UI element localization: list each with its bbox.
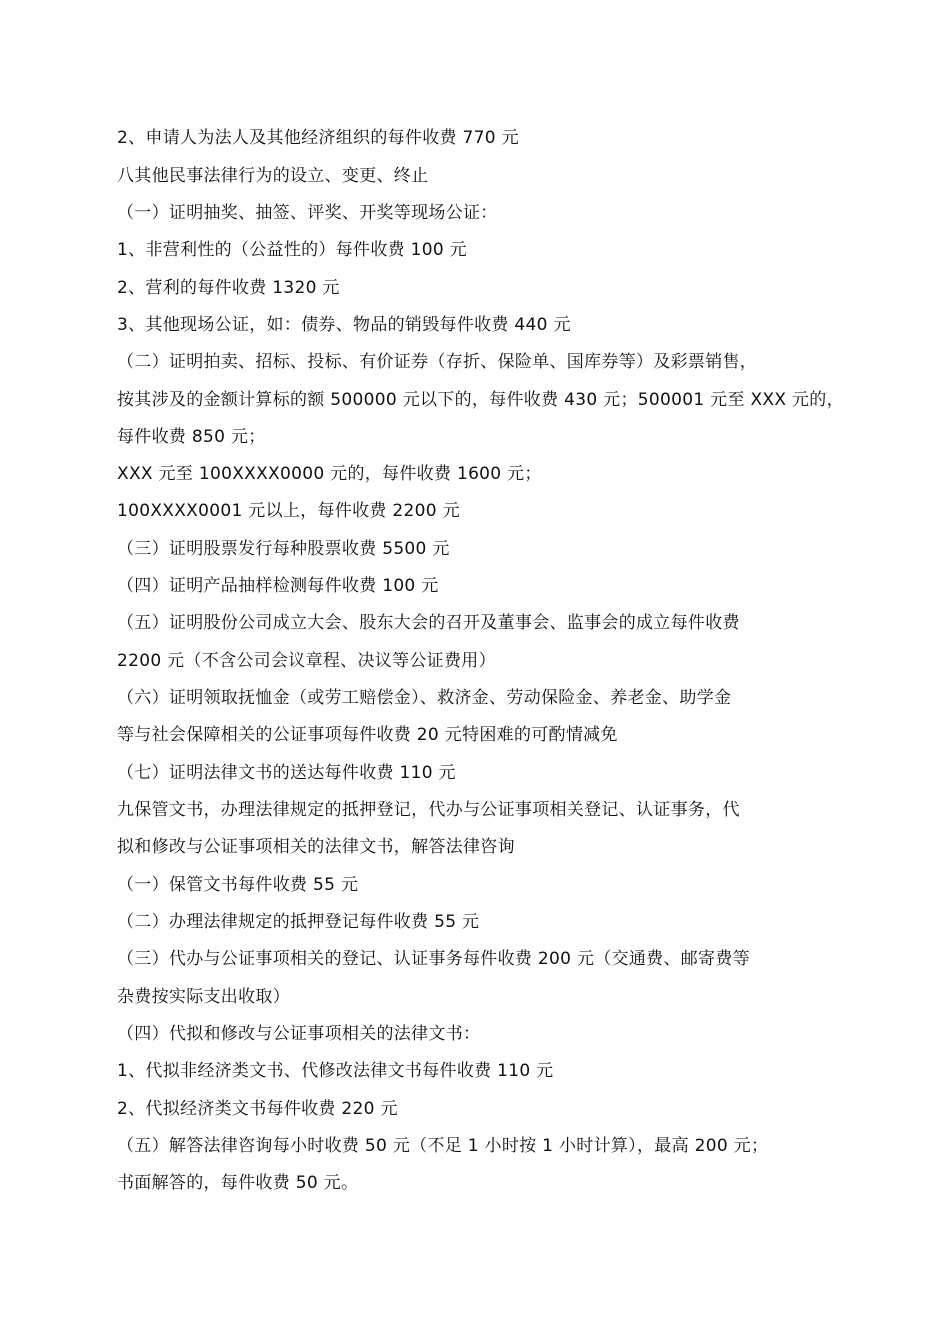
text-line: （二）办理法律规定的抵押登记每件收费 55 元 bbox=[117, 912, 480, 932]
text-line: 八其他民事法律行为的设立、变更、终止 bbox=[117, 166, 429, 186]
text-line: 等与社会保障相关的公证事项每件收费 20 元特困难的可酌情减免 bbox=[117, 725, 618, 745]
text-line: 2200 元（不含公司会议章程、决议等公证费用） bbox=[117, 651, 496, 671]
text-line: 按其涉及的金额计算标的额 500000 元以下的，每件收费 430 元；500001 元至 XXX 元的， bbox=[117, 390, 844, 410]
text-line: 2、代拟经济类文书每件收费 220 元 bbox=[117, 1099, 398, 1119]
text-line: 3、其他现场公证，如：债券、物品的销毁每件收费 440 元 bbox=[117, 315, 571, 335]
text-line: 每件收费 850 元； bbox=[117, 427, 266, 447]
text-line: （四）代拟和修改与公证事项相关的法律文书： bbox=[117, 1024, 481, 1044]
text-line: 1、非营利性的（公益性的）每件收费 100 元 bbox=[117, 240, 467, 260]
text-line: （七）证明法律文书的送达每件收费 110 元 bbox=[117, 763, 456, 783]
text-line: 书面解答的，每件收费 50 元。 bbox=[117, 1173, 359, 1193]
text-line: 100XXXX0001 元以上，每件收费 2200 元 bbox=[117, 501, 460, 521]
text-line: 杂费按实际支出收取） bbox=[117, 987, 290, 1007]
text-line: （四）证明产品抽样检测每件收费 100 元 bbox=[117, 576, 439, 596]
text-line: 2、营利的每件收费 1320 元 bbox=[117, 278, 340, 298]
text-line: （五）证明股份公司成立大会、股东大会的召开及董事会、监事会的成立每件收费 bbox=[117, 613, 740, 633]
text-line: （五）解答法律咨询每小时收费 50 元（不足 1 小时按 1 小时计算），最高 200 元； bbox=[117, 1136, 769, 1156]
text-line: （一）证明抽奖、抽签、评奖、开奖等现场公证： bbox=[117, 203, 498, 223]
text-line: （一）保管文书每件收费 55 元 bbox=[117, 875, 359, 895]
text-line: （三）证明股票发行每种股票收费 5500 元 bbox=[117, 539, 450, 559]
text-line: 拟和修改与公证事项相关的法律文书，解答法律咨询 bbox=[117, 837, 515, 857]
text-line: （六）证明领取抚恤金（或劳工赔偿金）、救济金、劳动保险金、养老金、助学金 bbox=[117, 688, 732, 708]
text-line: （二）证明拍卖、招标、投标、有价证券（存折、保险单、国库券等）及彩票销售， bbox=[117, 352, 758, 372]
text-line: 2、申请人为法人及其他经济组织的每件收费 770 元 bbox=[117, 128, 519, 148]
text-line: （三）代办与公证事项相关的登记、认证事务每件收费 200 元（交通费、邮寄费等 bbox=[117, 949, 750, 969]
text-line: 九保管文书，办理法律规定的抵押登记，代办与公证事项相关登记、认证事务，代 bbox=[117, 800, 740, 820]
text-line: 1、代拟非经济类文书、代修改法律文书每件收费 110 元 bbox=[117, 1061, 554, 1081]
text-line: XXX 元至 100XXXX0000 元的，每件收费 1600 元； bbox=[117, 464, 542, 484]
